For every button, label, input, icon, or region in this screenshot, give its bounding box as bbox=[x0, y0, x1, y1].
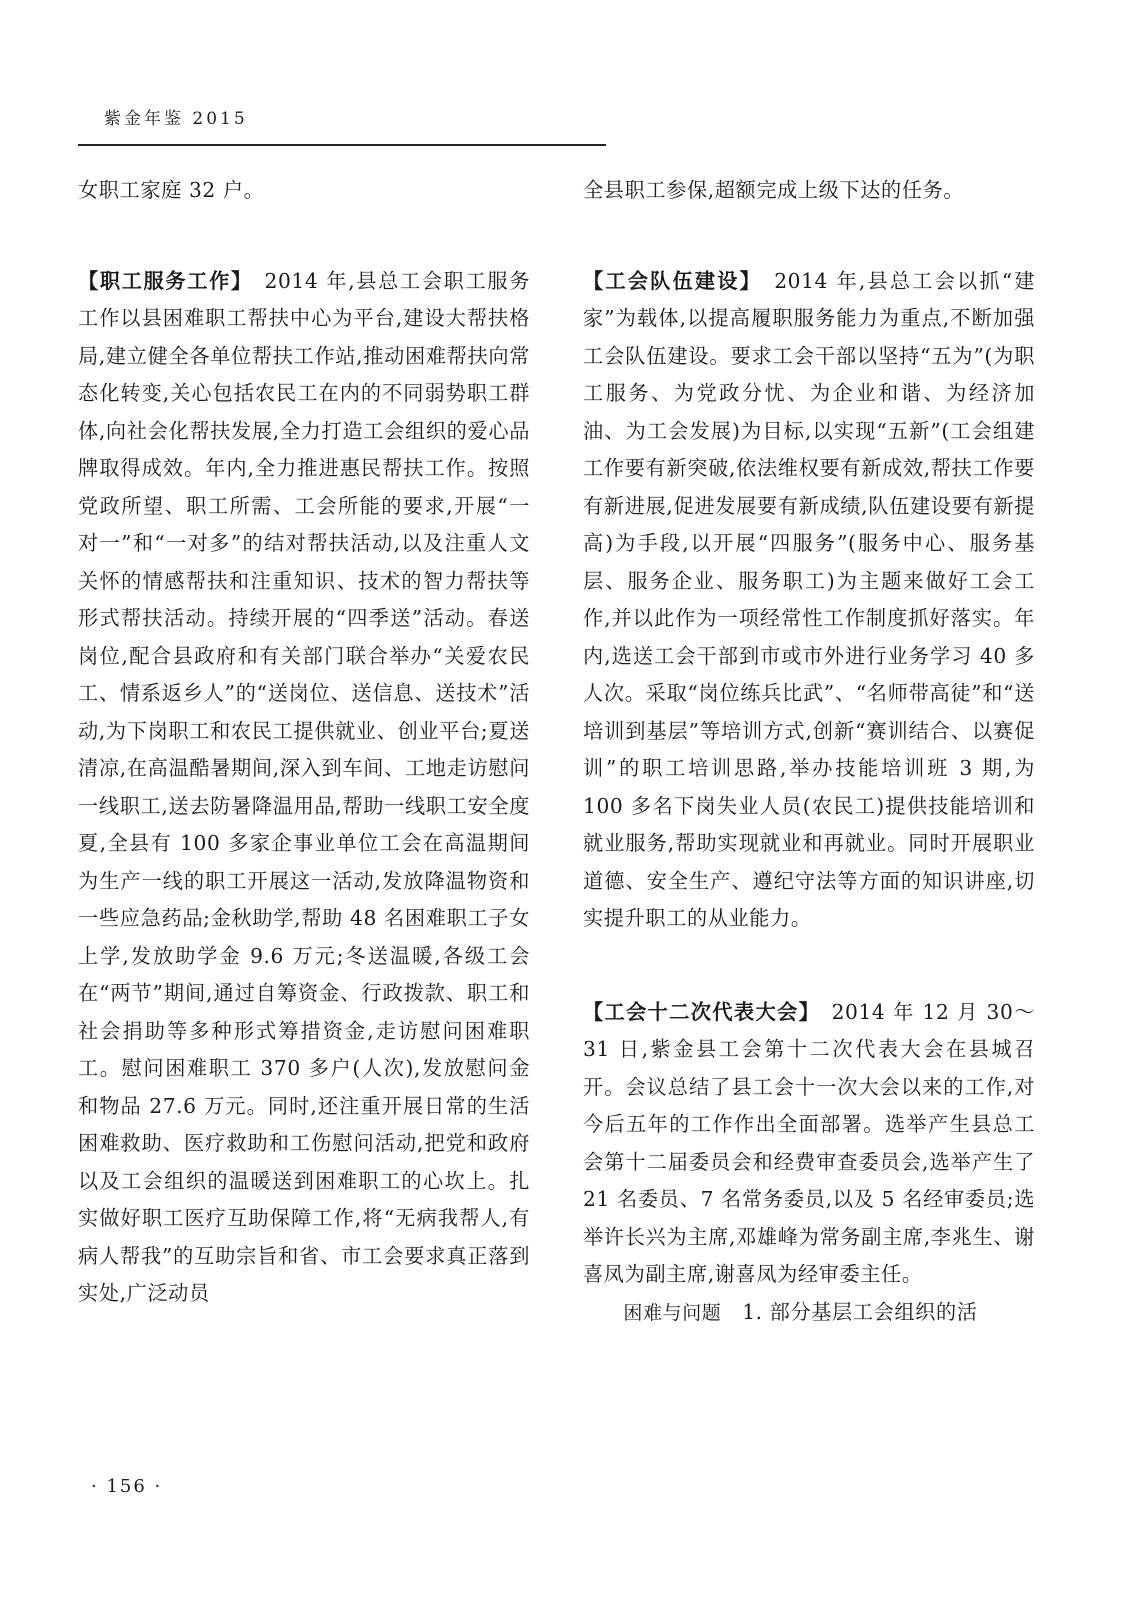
section-title: 【工会队伍建设】 bbox=[583, 268, 752, 293]
right-column bbox=[583, 172, 1035, 1332]
section-title: 【职工服务工作】 bbox=[78, 268, 243, 293]
section-title: 【工会十二次代表大会】 bbox=[583, 999, 811, 1024]
paragraph-gap bbox=[78, 210, 530, 263]
subsection-body: 1. 部分基层工会组织的活 bbox=[721, 1299, 978, 1324]
paragraph-gap bbox=[583, 210, 1035, 263]
running-header: 紫金年鉴 2015 bbox=[104, 109, 248, 129]
continued-paragraph: 全县职工参保,超额完成上级下达的任务。 bbox=[583, 178, 965, 202]
paragraph-gap bbox=[583, 938, 1035, 994]
section-problems bbox=[583, 1294, 1035, 1333]
section-congress bbox=[583, 994, 1035, 1294]
continued-paragraph: 女职工家庭 32 户。 bbox=[78, 178, 265, 202]
section-body: 2014 年,县总工会以抓“建家”为载体,以提高履职服务能力为重点,不断加强工会队伍建设。要求工会干部以坚持“五为”(为职工服务、为党政分忧、为企业和谐、为经济加油、为工会发展)为目标,以实现“五新”(工会组建工作要有新突破,依法维权要有新成效,帮扶工作要有新进展,促进发展要有新成绩,队伍建设要有新提高)为手段,以开展“四服务”(服务中心、服务基层、服务企业、服务职工)为主题来做好工会工作,并以此作为一项经常性工作制度抓好落实。年内,选送工会干部到市或市外进行业务学习 40 多人次。采取“岗位练兵比武”、“名师带高徒”和“送培训到基层”等培训方式,创新“赛训结合、以赛促训”的职工培训思路,举办技能培训班 3 期,为 100 多名下岗失业人员(农民工)提供技能培训和就业服务,帮助实现就业和再就业。同时开展职业道德、安全生产、遵纪守法等方面的知识讲座,切实提升职工的从业能力。 bbox=[583, 268, 1035, 930]
subsection-label: 困难与问题 bbox=[623, 1301, 722, 1324]
header-rule bbox=[78, 144, 606, 146]
left-column bbox=[78, 172, 530, 1313]
section-body: 2014 年,县总工会职工服务工作以县困难职工帮扶中心为平台,建设大帮扶格局,建立健全各单位帮扶工作站,推动困难帮扶向常态化转变,关心包括农民工在内的不同弱势职工群体,向社会化帮扶发展,全力打造工会组织的爱心品牌取得成效。年内,全力推进惠民帮扶工作。按照党政所望、职工所需、工会所能的要求,开展“一对一”和“一对多”的结对帮扶活动,以及注重人文关怀的情感帮扶和注重知识、技术的智力帮扶等形式帮扶活动。持续开展的“四季送”活动。春送岗位,配合县政府和有关部门联合举办“关爱农民工、情系返乡人”的“送岗位、送信息、送技术”活动,为下岗职工和农民工提供就业、创业平台;夏送清凉,在高温酷暑期间,深入到车间、工地走访慰问一线职工,送去防暑降温用品,帮助一线职工安全度夏,全县有 100 多家企事业单位工会在高温期间为生产一线的职工开展这一活动,发放降温物资和一些应急药品;金秋助学,帮助 48 名困难职工子女上学,发放助学金 9.6 万元;冬送温暖,各级工会在“两节”期间,通过自筹资金、行政拨款、职工和社会捐助等多种形式筹措资金,走访慰问困难职工。慰问困难职工 370 多户(人次),发放慰问金和物品 27.6 万元。同时,还注重开展日常的生活困难救助、医疗救助和工伤慰问活动,把党和政府以及工会组织的温暖送到困难职工的心坎上。扎实做好职工医疗互助保障工作,将“无病我帮人,有病人帮我”的互助宗旨和省、市工会要求真正落到实处,广泛动员 bbox=[78, 268, 530, 1305]
section-body: 2014 年 12 月 30～31 日,紫金县工会第十二次代表大会在县城召开。会议总结了县工会十一次大会以来的工作,对今后五年的工作作出全面部署。选举产生县总工会第十二届委员会和经费审查委员会,选举产生了 21 名委员、7 名常务委员,以及 5 名经审委员;选举许长兴为主席,邓雄峰为常务副主席,李兆生、谢喜凤为副主席,谢喜凤为经审委主任。 bbox=[583, 999, 1035, 1286]
page-number: · 156 · bbox=[91, 1476, 163, 1497]
section-union-team bbox=[583, 263, 1035, 938]
section-worker-services bbox=[78, 263, 530, 1313]
